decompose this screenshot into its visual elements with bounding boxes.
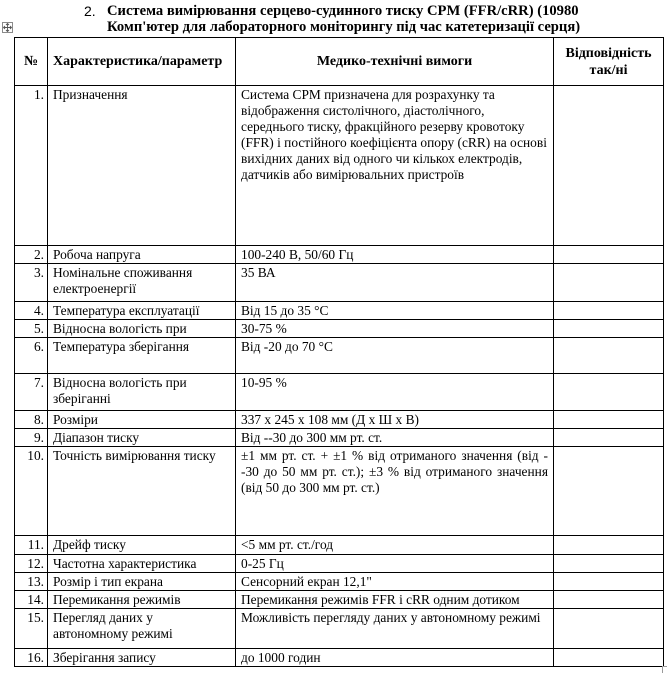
row-compliance[interactable]	[554, 246, 664, 264]
row-parameter: Призначення	[48, 86, 236, 246]
row-compliance[interactable]	[554, 302, 664, 320]
row-compliance[interactable]	[554, 591, 664, 609]
row-parameter: Зберігання запису	[48, 649, 236, 667]
header-num: №	[15, 38, 48, 86]
row-number: 14.	[15, 591, 48, 609]
row-number: 3.	[15, 264, 48, 302]
row-number: 10.	[15, 447, 48, 536]
row-requirement[interactable]: 100-240 В, 50/60 Гц	[236, 246, 554, 264]
row-compliance[interactable]	[554, 609, 664, 649]
row-parameter: Розміри	[48, 411, 236, 429]
title-line-1: Система вимірювання серцево-судинного тиску CPM (FFR/cRR) (10980	[107, 3, 579, 19]
row-requirement[interactable]: 35 ВА	[236, 264, 554, 302]
header-parameter: Характеристика/параметр	[48, 38, 236, 86]
row-parameter: Розмір і тип екрана	[48, 573, 236, 591]
table-row	[15, 591, 664, 609]
row-parameter: Номінальне споживання електроенергії	[48, 264, 236, 302]
row-compliance[interactable]	[554, 536, 664, 555]
row-parameter: Перегляд даних у автономному режимі	[48, 609, 236, 649]
table-row	[15, 609, 664, 649]
row-requirement[interactable]: до 1000 годин	[236, 649, 554, 667]
row-requirement[interactable]: 337 x 245 x 108 мм (Д x Ш x В)	[236, 411, 554, 429]
specification-table	[14, 37, 664, 667]
row-requirement[interactable]: Від 15 до 35 °C	[236, 302, 554, 320]
table-row	[15, 246, 664, 264]
section-title	[84, 3, 644, 35]
row-number: 15.	[15, 609, 48, 649]
row-compliance[interactable]	[554, 411, 664, 429]
row-requirement[interactable]: 10-95 %	[236, 374, 554, 411]
table-header-row	[15, 38, 664, 86]
table-resize-handle-icon[interactable]	[662, 666, 667, 673]
table-row	[15, 447, 664, 536]
row-parameter: Температура зберігання	[48, 338, 236, 374]
table-row	[15, 429, 664, 447]
row-parameter: Діапазон тиску	[48, 429, 236, 447]
row-parameter: Робоча напруга	[48, 246, 236, 264]
row-parameter: Відносна вологість при зберіганні	[48, 374, 236, 411]
row-number: 4.	[15, 302, 48, 320]
row-number: 6.	[15, 338, 48, 374]
row-number: 5.	[15, 320, 48, 338]
row-compliance[interactable]	[554, 447, 664, 536]
table-row	[15, 411, 664, 429]
table-row	[15, 338, 664, 374]
row-requirement[interactable]: Від --30 до 300 мм рт. ст.	[236, 429, 554, 447]
table-row	[15, 573, 664, 591]
row-parameter: Відносна вологість при	[48, 320, 236, 338]
row-compliance[interactable]	[554, 429, 664, 447]
row-requirement[interactable]: 30-75 %	[236, 320, 554, 338]
section-number: 2.	[84, 3, 96, 19]
row-requirement[interactable]: <5 мм рт. ст./год	[236, 536, 554, 555]
row-number: 1.	[15, 86, 48, 246]
row-number: 7.	[15, 374, 48, 411]
row-compliance[interactable]	[554, 338, 664, 374]
row-requirement[interactable]: Система CPM призначена для розрахунку та відображення систолічного, діастолічного, середнього тиску, фракційного резерву кровотоку (FFR) і постійного коефіцієнта опору (cRR) на основі вихідних даних від одного чи кількох електродів, датчиків або вимірювальних пристроїв	[236, 86, 554, 246]
row-compliance[interactable]	[554, 649, 664, 667]
row-requirement[interactable]: Сенсорний екран 12,1"	[236, 573, 554, 591]
row-compliance[interactable]	[554, 264, 664, 302]
row-number: 8.	[15, 411, 48, 429]
table-row	[15, 536, 664, 555]
row-compliance[interactable]	[554, 573, 664, 591]
table-row	[15, 302, 664, 320]
table-row	[15, 649, 664, 667]
table-row	[15, 86, 664, 246]
row-compliance[interactable]	[554, 320, 664, 338]
row-number: 16.	[15, 649, 48, 667]
row-requirement[interactable]: ±1 мм рт. ст. + ±1 % від отриманого значення (від --30 до 50 мм рт. ст.); ±3 % від отриманого значення (від 50 до 300 мм рт. ст.)	[236, 447, 554, 536]
row-requirement[interactable]: Можливість перегляду даних у автономному режимі	[236, 609, 554, 649]
row-compliance[interactable]	[554, 555, 664, 573]
row-parameter: Дрейф тиску	[48, 536, 236, 555]
row-number: 9.	[15, 429, 48, 447]
row-number: 13.	[15, 573, 48, 591]
row-parameter: Перемикання режимів	[48, 591, 236, 609]
row-parameter: Температура експлуатації	[48, 302, 236, 320]
row-parameter: Частотна характеристика	[48, 555, 236, 573]
row-requirement[interactable]: Перемикання режимів FFR і cRR одним дотиком	[236, 591, 554, 609]
row-number: 2.	[15, 246, 48, 264]
table-row	[15, 264, 664, 302]
table-row	[15, 320, 664, 338]
header-requirements: Медико-технічні вимоги	[236, 38, 554, 86]
row-requirement[interactable]: 0-25 Гц	[236, 555, 554, 573]
table-row	[15, 374, 664, 411]
table-row	[15, 555, 664, 573]
row-number: 11.	[15, 536, 48, 555]
row-parameter: Точність вимірювання тиску	[48, 447, 236, 536]
header-compliance: Відповідність так/ні	[554, 38, 664, 86]
row-requirement[interactable]: Від -20 до 70 °C	[236, 338, 554, 374]
row-compliance[interactable]	[554, 86, 664, 246]
table-move-handle-icon[interactable]	[2, 22, 13, 33]
row-number: 12.	[15, 555, 48, 573]
title-line-2: Комп'ютер для лабораторного моніторингу під час катетеризації серця)	[107, 19, 581, 35]
row-compliance[interactable]	[554, 374, 664, 411]
